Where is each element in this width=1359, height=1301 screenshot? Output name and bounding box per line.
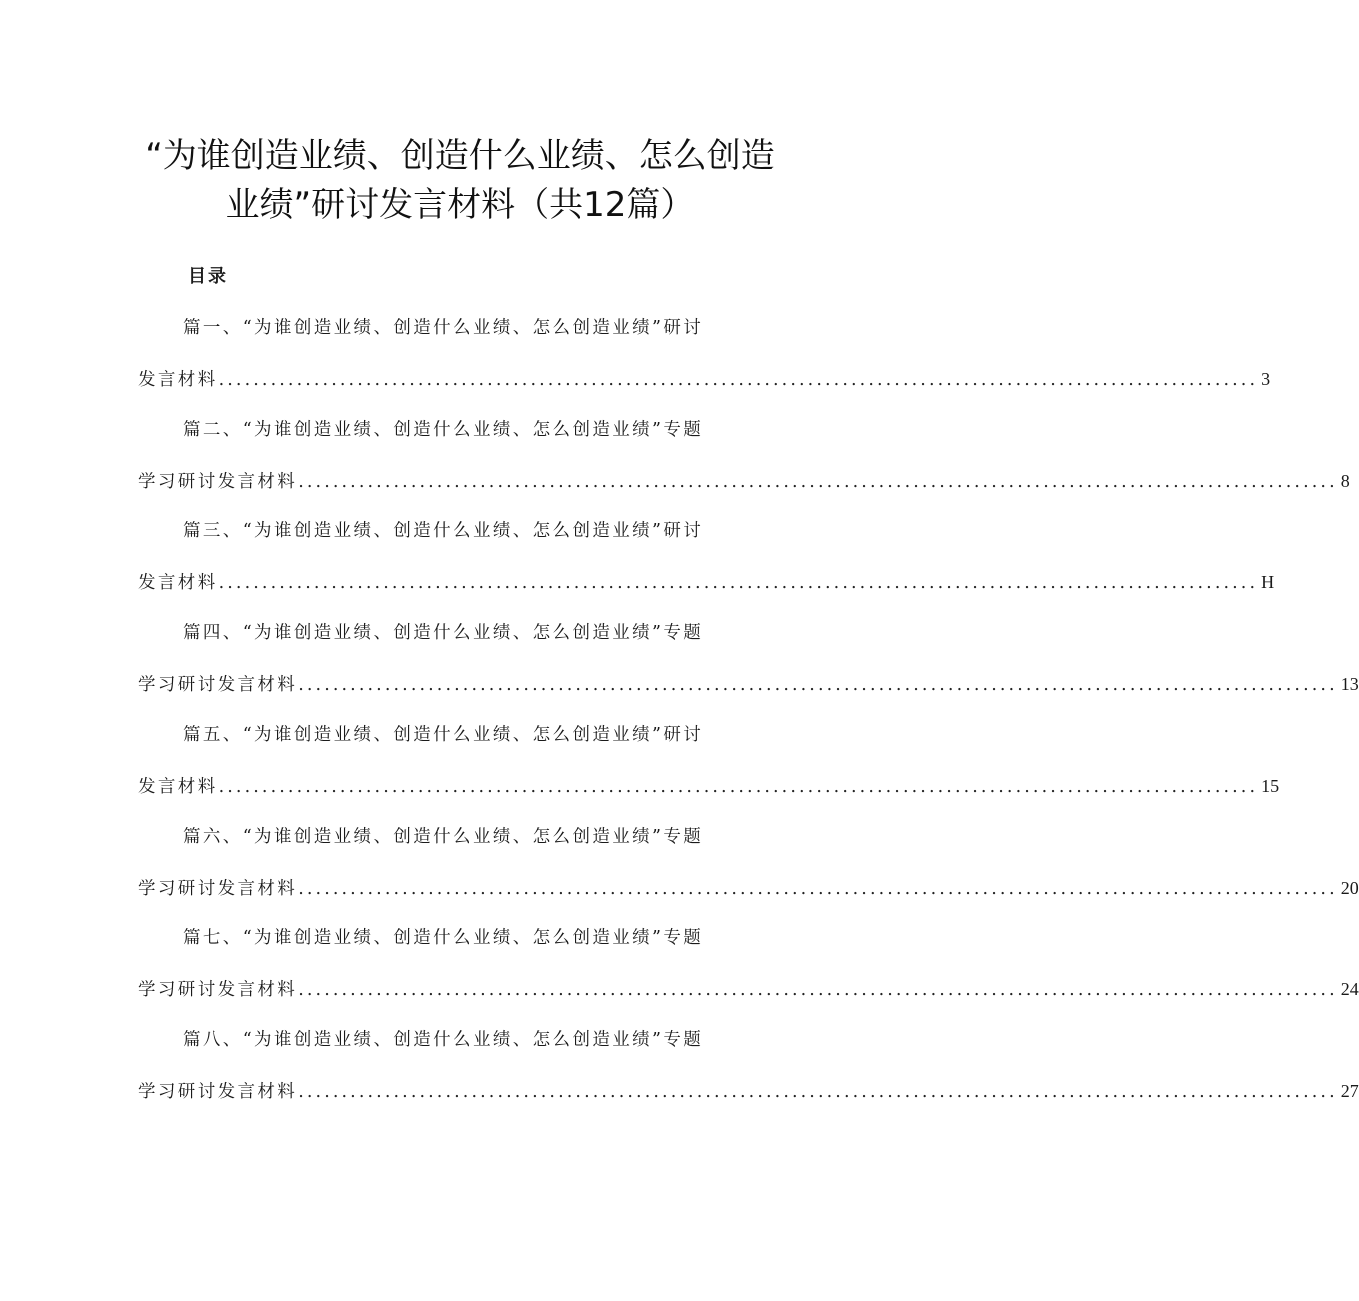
toc-dot-leader: ........................................................................................................................ xyxy=(218,573,1259,593)
toc-entry-title-continued: 发言材料 xyxy=(138,370,218,390)
toc-entry-line2 xyxy=(138,569,1275,596)
toc-entry-title-continued: 学习研讨发言材料 xyxy=(138,980,298,1000)
toc-page-number: H xyxy=(1261,572,1275,592)
toc-entry-title: 篇八、“为谁创造业绩、创造什么业绩、怎么创造业绩”专题 xyxy=(183,1030,704,1050)
toc-dot-leader: ........................................................................................................................ xyxy=(298,675,1338,695)
toc-entry-line2 xyxy=(138,1078,1359,1105)
title-line-2: 业绩”研讨发言材料（共12篇） xyxy=(225,185,695,225)
toc-dot-leader: ........................................................................................................................ xyxy=(218,370,1259,390)
toc-entry-title: 篇六、“为谁创造业绩、创造什么业绩、怎么创造业绩”专题 xyxy=(183,827,704,847)
toc-entry-line2 xyxy=(138,773,1280,800)
toc-entry-title: 篇五、“为谁创造业绩、创造什么业绩、怎么创造业绩”研讨 xyxy=(183,725,704,745)
toc-heading: 目录 xyxy=(188,266,228,287)
toc-entry-title: 篇二、“为谁创造业绩、创造什么业绩、怎么创造业绩”专题 xyxy=(183,420,704,440)
toc-entry-title: 篇四、“为谁创造业绩、创造什么业绩、怎么创造业绩”专题 xyxy=(183,623,704,643)
toc-entry-line2 xyxy=(138,976,1359,1003)
toc-entry-title-continued: 学习研讨发言材料 xyxy=(138,879,298,899)
toc-entry-title: 篇七、“为谁创造业绩、创造什么业绩、怎么创造业绩”专题 xyxy=(183,928,704,948)
toc-page-number: 15 xyxy=(1261,776,1280,796)
title-line-1: “为谁创造业绩、创造什么业绩、怎么创造 xyxy=(145,136,775,176)
toc-entry-title-continued: 发言材料 xyxy=(138,573,218,593)
toc-entry-line2 xyxy=(138,875,1359,902)
toc-dot-leader: ........................................................................................................................ xyxy=(298,1082,1338,1102)
toc-entry-title-continued: 学习研讨发言材料 xyxy=(138,675,298,695)
toc-entry-title: 篇三、“为谁创造业绩、创造什么业绩、怎么创造业绩”研讨 xyxy=(183,521,704,541)
toc-page-number: 20 xyxy=(1340,878,1359,898)
toc-entry-line2 xyxy=(138,671,1359,698)
toc-dot-leader: ........................................................................................................................ xyxy=(298,879,1338,899)
toc-page-number: 13 xyxy=(1340,674,1359,694)
toc-dot-leader: ........................................................................................................................ xyxy=(218,777,1259,797)
toc-dot-leader: ........................................................................................................................ xyxy=(298,980,1338,1000)
toc-entry-title-continued: 学习研讨发言材料 xyxy=(138,472,298,492)
toc-entry-title-continued: 发言材料 xyxy=(138,777,218,797)
toc-page-number: 24 xyxy=(1340,979,1359,999)
toc-entry-title-continued: 学习研讨发言材料 xyxy=(138,1082,298,1102)
toc-page-number: 3 xyxy=(1261,369,1271,389)
toc-entry-line2 xyxy=(138,468,1350,495)
toc-entry-title: 篇一、“为谁创造业绩、创造什么业绩、怎么创造业绩”研讨 xyxy=(183,318,704,338)
document-title xyxy=(0,132,920,230)
toc-page-number: 27 xyxy=(1340,1081,1359,1101)
toc-entry-line2 xyxy=(138,366,1271,393)
toc-page-number: 8 xyxy=(1340,471,1350,491)
toc-dot-leader: ........................................................................................................................ xyxy=(298,472,1338,492)
